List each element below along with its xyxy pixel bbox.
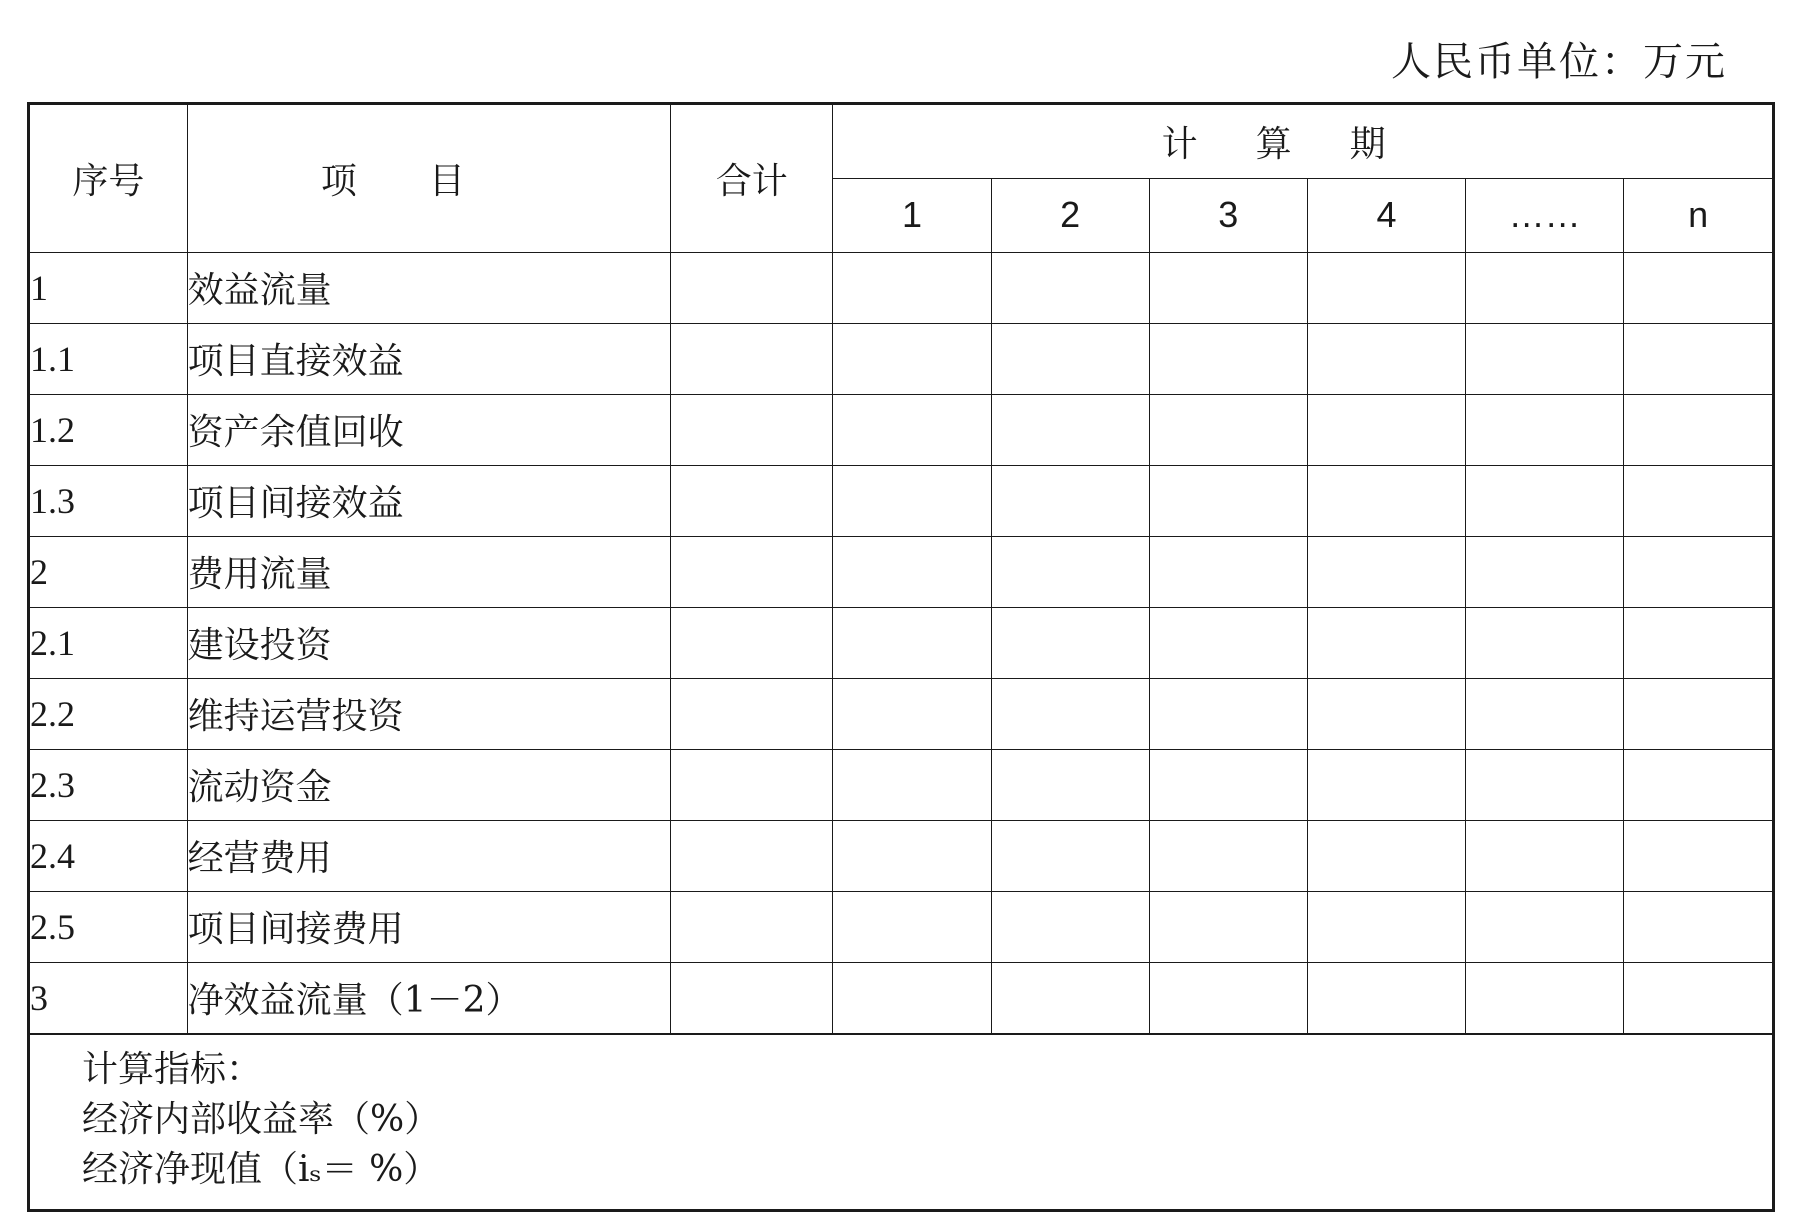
header-period: n xyxy=(1624,178,1772,252)
period-cell xyxy=(1466,891,1624,962)
row-item: 项目间接效益 xyxy=(187,465,671,536)
total-cell xyxy=(671,465,833,536)
period-cell xyxy=(1466,394,1624,465)
total-cell xyxy=(671,536,833,607)
period-cell xyxy=(1624,962,1772,1033)
cash-flow-grid xyxy=(30,105,1772,1034)
total-cell xyxy=(671,394,833,465)
row-item: 费用流量 xyxy=(187,536,671,607)
row-item: 经营费用 xyxy=(187,820,671,891)
row-number: 3 xyxy=(30,962,187,1033)
period-cell xyxy=(833,678,991,749)
period-cell xyxy=(833,962,991,1033)
period-cell xyxy=(1149,323,1307,394)
row-number: 1.3 xyxy=(30,465,187,536)
row-item: 项目直接效益 xyxy=(187,323,671,394)
row-number: 2.2 xyxy=(30,678,187,749)
total-cell xyxy=(671,820,833,891)
period-cell xyxy=(833,536,991,607)
row-item: 净效益流量（1－2） xyxy=(187,962,671,1033)
row-item: 维持运营投资 xyxy=(187,678,671,749)
period-cell xyxy=(991,536,1149,607)
period-cell xyxy=(1149,252,1307,323)
period-cell xyxy=(833,820,991,891)
indicators-title: 计算指标： xyxy=(82,1048,263,1090)
table-row xyxy=(30,536,1772,607)
period-cell xyxy=(1624,749,1772,820)
period-cell xyxy=(1466,323,1624,394)
period-cell xyxy=(1307,323,1465,394)
table-row xyxy=(30,323,1772,394)
period-cell xyxy=(1149,962,1307,1033)
period-cell xyxy=(1624,323,1772,394)
period-cell xyxy=(1624,607,1772,678)
table-row xyxy=(30,962,1772,1033)
row-item: 流动资金 xyxy=(187,749,671,820)
period-cell xyxy=(1149,536,1307,607)
table-row xyxy=(30,820,1772,891)
cash-flow-table xyxy=(27,102,1775,1212)
total-cell xyxy=(671,749,833,820)
period-cell xyxy=(991,678,1149,749)
period-cell xyxy=(1466,820,1624,891)
period-cell xyxy=(1307,536,1465,607)
indicator-npv: 经济净现值（iₛ＝ %） xyxy=(82,1148,440,1190)
period-cell xyxy=(1149,749,1307,820)
table-row xyxy=(30,607,1772,678)
period-cell xyxy=(1466,962,1624,1033)
header-period: 3 xyxy=(1149,178,1307,252)
period-cell xyxy=(1149,394,1307,465)
period-cell xyxy=(1149,607,1307,678)
table-row xyxy=(30,678,1772,749)
period-cell xyxy=(1624,465,1772,536)
table-row xyxy=(30,891,1772,962)
total-cell xyxy=(671,891,833,962)
table-row xyxy=(30,465,1772,536)
period-cell xyxy=(833,749,991,820)
period-cell xyxy=(1624,891,1772,962)
total-cell xyxy=(671,607,833,678)
period-cell xyxy=(1466,749,1624,820)
period-cell xyxy=(1307,252,1465,323)
period-cell xyxy=(1624,678,1772,749)
period-cell xyxy=(1624,394,1772,465)
period-cell xyxy=(1466,607,1624,678)
period-cell xyxy=(1149,465,1307,536)
row-item: 资产余值回收 xyxy=(187,394,671,465)
row-number: 1.1 xyxy=(30,323,187,394)
period-cell xyxy=(991,820,1149,891)
row-item: 效益流量 xyxy=(187,252,671,323)
table-row xyxy=(30,749,1772,820)
header-period: 2 xyxy=(991,178,1149,252)
table-row xyxy=(30,394,1772,465)
row-number: 2.4 xyxy=(30,820,187,891)
period-cell xyxy=(1624,820,1772,891)
period-cell xyxy=(1307,394,1465,465)
period-cell xyxy=(991,252,1149,323)
period-cell xyxy=(991,607,1149,678)
period-cell xyxy=(833,252,991,323)
period-cell xyxy=(1307,820,1465,891)
period-cell xyxy=(991,465,1149,536)
row-number: 1.2 xyxy=(30,394,187,465)
row-number: 1 xyxy=(30,252,187,323)
period-cell xyxy=(991,394,1149,465)
period-cell xyxy=(1466,252,1624,323)
row-number: 2 xyxy=(30,536,187,607)
period-cell xyxy=(833,891,991,962)
period-cell xyxy=(1624,536,1772,607)
total-cell xyxy=(671,252,833,323)
table-row xyxy=(30,252,1772,323)
period-cell xyxy=(1149,678,1307,749)
row-number: 2.5 xyxy=(30,891,187,962)
period-cell xyxy=(991,323,1149,394)
period-cell xyxy=(1307,607,1465,678)
period-cell xyxy=(833,394,991,465)
row-item: 建设投资 xyxy=(187,607,671,678)
period-cell xyxy=(1466,465,1624,536)
calculation-indicators xyxy=(30,1034,1772,1209)
period-cell xyxy=(833,323,991,394)
unit-note: 人民币单位：万元 xyxy=(1391,39,1727,85)
total-cell xyxy=(671,678,833,749)
period-cell xyxy=(833,607,991,678)
period-cell xyxy=(1624,252,1772,323)
header-item: 项目 xyxy=(187,105,671,252)
indicator-irr: 经济内部收益率（%） xyxy=(82,1098,441,1140)
period-cell xyxy=(1149,820,1307,891)
total-cell xyxy=(671,323,833,394)
period-cell xyxy=(1307,749,1465,820)
header-period: 1 xyxy=(833,178,991,252)
period-cell xyxy=(991,962,1149,1033)
period-cell xyxy=(1307,465,1465,536)
header-total: 合计 xyxy=(671,105,833,252)
header-period: 4 xyxy=(1307,178,1465,252)
header-seq: 序号 xyxy=(30,105,187,252)
total-cell xyxy=(671,962,833,1033)
period-cell xyxy=(833,465,991,536)
row-number: 2.1 xyxy=(30,607,187,678)
period-cell xyxy=(1466,536,1624,607)
period-cell xyxy=(1149,891,1307,962)
row-number: 2.3 xyxy=(30,749,187,820)
period-cell xyxy=(991,891,1149,962)
period-cell xyxy=(1307,962,1465,1033)
period-cell xyxy=(1307,891,1465,962)
row-item: 项目间接费用 xyxy=(187,891,671,962)
period-cell xyxy=(991,749,1149,820)
header-period: …… xyxy=(1466,178,1624,252)
period-cell xyxy=(1466,678,1624,749)
period-cell xyxy=(1307,678,1465,749)
header-period-group: 计算期 xyxy=(833,105,1772,178)
